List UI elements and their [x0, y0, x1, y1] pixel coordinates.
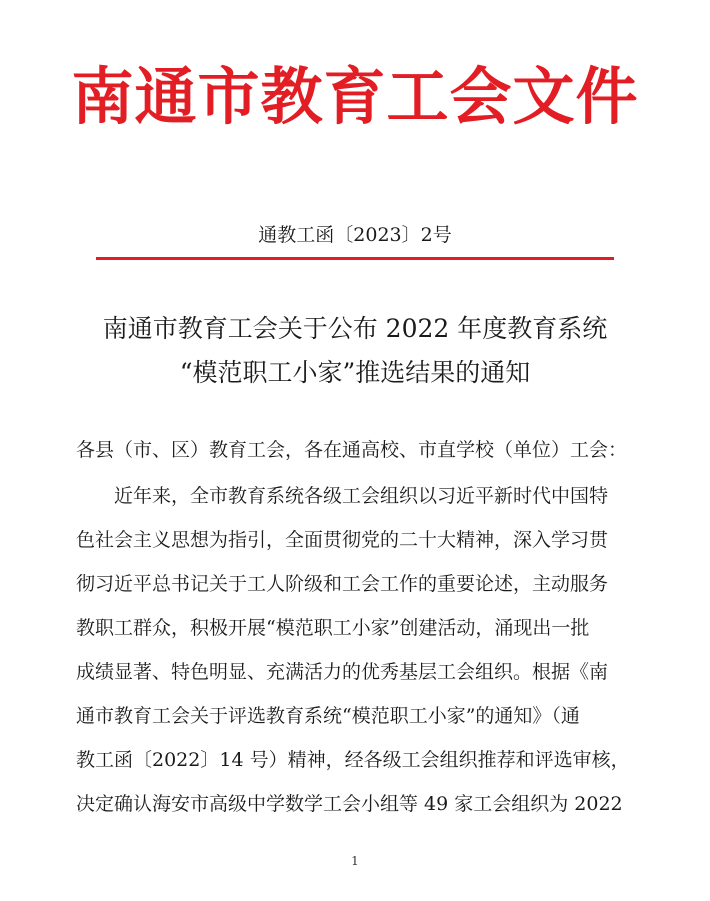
- salutation: 各县（市、区）教育工会，各在通高校、市直学校（单位）工会：: [76, 439, 628, 461]
- body-line: 色社会主义思想为指引，全面贯彻党的二十大精神，深入学习贯: [76, 529, 609, 551]
- body-line: 成绩显著、特色明显、充满活力的优秀基层工会组织。根据《南: [76, 661, 609, 683]
- page-number: 1: [351, 854, 359, 868]
- notice-title-line-1: 南通市教育工会关于公布 2022 年度教育系统: [102, 314, 608, 343]
- body-line: 近年来，全市教育系统各级工会组织以习近平新时代中国特: [114, 485, 609, 507]
- body-line: 决定确认海安市高级中学数学工会小组等 49 家工会组织为 2022: [76, 793, 623, 815]
- body-line: 通市教育工会关于评选教育系统“模范职工小家”的通知》（通: [76, 705, 580, 727]
- notice-title-line-2: “模范职工小家”推选结果的通知: [179, 358, 531, 387]
- body-line: 教工函〔2022〕14 号）精神，经各级工会组织推荐和评选审核，: [76, 749, 630, 771]
- document-masthead: 南通市教育工会文件: [71, 60, 639, 133]
- header-divider: [96, 257, 614, 260]
- body-line: 彻习近平总书记关于工人阶级和工会工作的重要论述，主动服务: [76, 573, 609, 595]
- body-line: 教职工群众，积极开展“模范职工小家”创建活动，涌现出一批: [76, 617, 590, 639]
- document-number: 通教工函〔2023〕2号: [258, 224, 452, 246]
